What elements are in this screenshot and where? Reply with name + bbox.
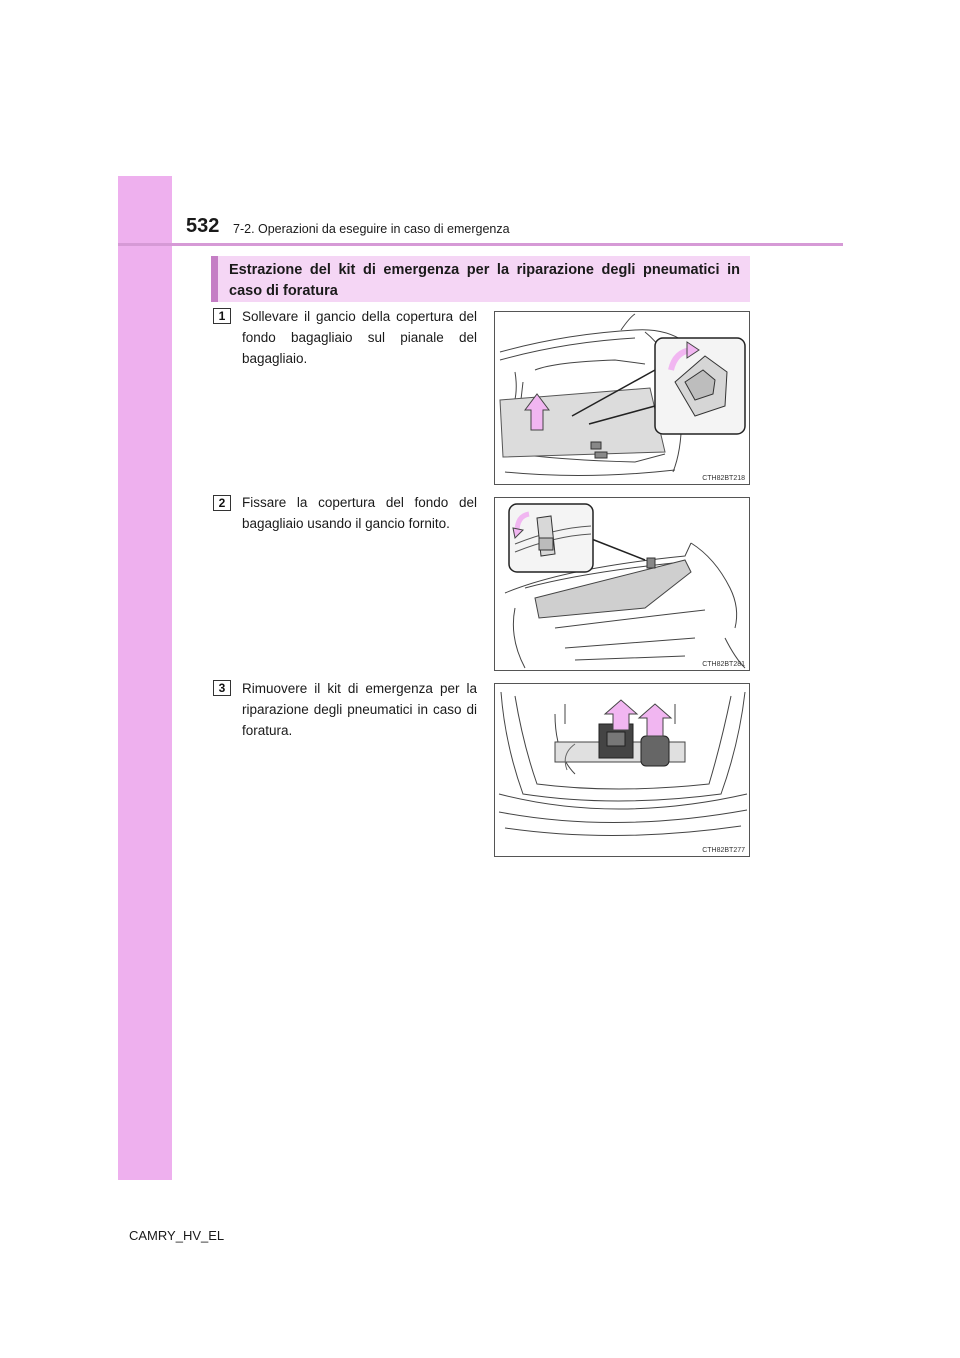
step-3-figure-code: CTH82BT277 [702, 847, 745, 854]
section-title: Estrazione del kit di emergenza per la riparazione degli pneumatici in caso di foratura [229, 262, 740, 299]
header-rule [118, 243, 843, 246]
section-title-box [211, 256, 750, 302]
step-1-badge: 1 [213, 308, 231, 324]
emergency-kit-drawing [495, 684, 750, 857]
step-2-illustration [494, 497, 750, 671]
step-2-text: Fissare la copertura del fondo del bagagliaio usando il gancio fornito. [242, 495, 477, 531]
trunk-cover-drawing [495, 498, 750, 671]
step-2-badge: 2 [213, 495, 231, 511]
step-3-text: Rimuovere il kit di emergenza per la riparazione degli pneumatici in caso di foratura. [242, 681, 477, 738]
step-3-badge: 3 [213, 680, 231, 696]
step-1-figure-code: CTH82BT218 [702, 475, 745, 482]
step-3-illustration [494, 683, 750, 857]
footer-model-code: CAMRY_HV_EL [129, 1228, 225, 1243]
step-2-figure-code: CTH82BT281 [702, 661, 745, 668]
chapter-title: 7-2. Operazioni da eseguire in caso di emergenza [233, 222, 510, 236]
trunk-hook-drawing [495, 312, 750, 485]
side-tab-band [118, 176, 172, 1180]
step-1-text: Sollevare il gancio della copertura del fondo bagagliaio sul pianale del bagagliaio. [242, 309, 477, 366]
step-1-illustration [494, 311, 750, 485]
page-number: 532 [186, 215, 220, 237]
